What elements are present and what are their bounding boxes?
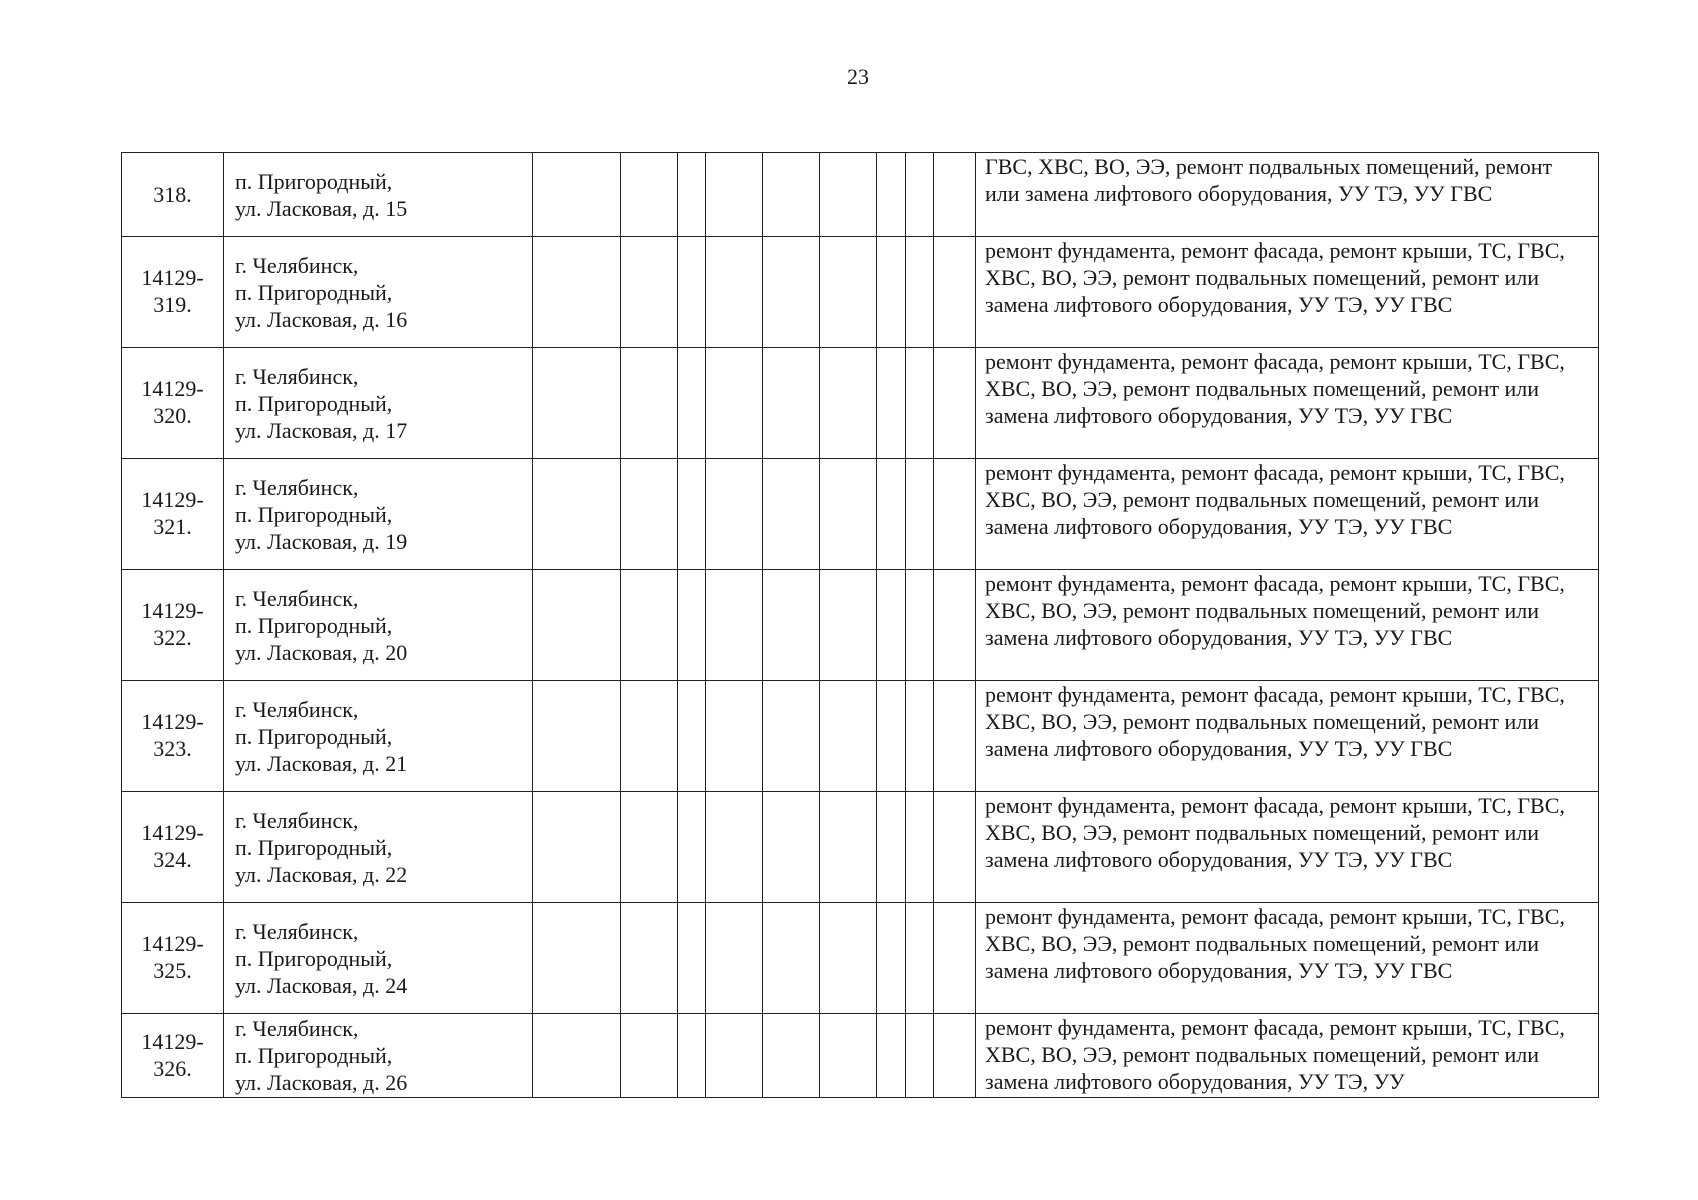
address-line: г. Челябинск, bbox=[235, 363, 359, 389]
empty-cell bbox=[763, 153, 820, 237]
address-line: п. Пригородный, bbox=[235, 612, 393, 638]
row-number-cell bbox=[122, 570, 224, 681]
works-text: ремонт фундамента, ремонт фасада, ремонт крыши, ТС, ГВС, ХВС, ВО, ЭЭ, ремонт подвальных помещений, ремонт или замена лифтового оборудования, УУ ТЭ, УУ ГВС bbox=[985, 904, 1565, 983]
empty-cell bbox=[706, 459, 763, 570]
empty-cell bbox=[877, 459, 906, 570]
empty-cell bbox=[621, 903, 678, 1014]
empty-cell bbox=[678, 903, 706, 1014]
address-cell bbox=[224, 237, 533, 348]
empty-cell bbox=[763, 792, 820, 903]
row-number: 14129- 320. bbox=[141, 376, 204, 428]
works-text: ремонт фундамента, ремонт фасада, ремонт крыши, ТС, ГВС, ХВС, ВО, ЭЭ, ремонт подвальных помещений, ремонт или замена лифтового оборудования, УУ ТЭ, УУ ГВС bbox=[985, 793, 1565, 872]
empty-cell bbox=[820, 681, 877, 792]
works-text: ГВС, ХВС, ВО, ЭЭ, ремонт подвальных помещений, ремонт или замена лифтового оборудования, УУ ТЭ, УУ ГВС bbox=[985, 154, 1553, 206]
empty-cell bbox=[678, 681, 706, 792]
address-line: п. Пригородный, bbox=[235, 390, 393, 416]
empty-cell bbox=[906, 903, 934, 1014]
empty-cell bbox=[906, 681, 934, 792]
empty-cell bbox=[934, 903, 976, 1014]
empty-cell bbox=[621, 1014, 678, 1098]
empty-cell bbox=[906, 570, 934, 681]
empty-cell bbox=[934, 153, 976, 237]
empty-cell bbox=[706, 681, 763, 792]
empty-cell bbox=[763, 1014, 820, 1098]
empty-cell bbox=[820, 570, 877, 681]
row-number-cell bbox=[122, 1014, 224, 1098]
row-number: 14129- 321. bbox=[141, 487, 204, 539]
empty-cell bbox=[877, 681, 906, 792]
works-cell bbox=[976, 681, 1599, 792]
address-line: п. Пригородный, bbox=[235, 501, 393, 527]
row-number: 14129- 324. bbox=[141, 820, 204, 872]
empty-cell bbox=[934, 1014, 976, 1098]
address-line: ул. Ласковая, д. 22 bbox=[235, 861, 408, 887]
empty-cell bbox=[820, 459, 877, 570]
row-number-cell bbox=[122, 792, 224, 903]
page-number: 23 bbox=[847, 64, 869, 89]
empty-cell bbox=[621, 570, 678, 681]
empty-cell bbox=[763, 681, 820, 792]
address-line: г. Челябинск, bbox=[235, 918, 359, 944]
empty-cell bbox=[621, 237, 678, 348]
table-row bbox=[122, 570, 1599, 681]
table-row bbox=[122, 153, 1599, 237]
empty-cell bbox=[621, 459, 678, 570]
works-text: ремонт фундамента, ремонт фасада, ремонт крыши, ТС, ГВС, ХВС, ВО, ЭЭ, ремонт подвальных помещений, ремонт или замена лифтового оборудования, УУ ТЭ, УУ ГВС bbox=[985, 238, 1565, 317]
empty-cell bbox=[533, 153, 621, 237]
empty-cell bbox=[706, 570, 763, 681]
works-cell bbox=[976, 903, 1599, 1014]
address-line: п. Пригородный, bbox=[235, 723, 393, 749]
row-number-cell bbox=[122, 681, 224, 792]
row-number-cell bbox=[122, 903, 224, 1014]
address-line: ул. Ласковая, д. 24 bbox=[235, 972, 408, 998]
address-line: ул. Ласковая, д. 16 bbox=[235, 306, 408, 332]
works-cell bbox=[976, 459, 1599, 570]
works-text: ремонт фундамента, ремонт фасада, ремонт крыши, ТС, ГВС, ХВС, ВО, ЭЭ, ремонт подвальных помещений, ремонт или замена лифтового оборудования, УУ ТЭ, УУ bbox=[985, 1015, 1565, 1094]
address-line: п. Пригородный, bbox=[235, 945, 393, 971]
address-line: г. Челябинск, bbox=[235, 1016, 359, 1041]
empty-cell bbox=[906, 1014, 934, 1098]
row-number: 14129- 326. bbox=[141, 1028, 204, 1081]
row-number-cell bbox=[122, 237, 224, 348]
empty-cell bbox=[906, 237, 934, 348]
address-line: ул. Ласковая, д. 21 bbox=[235, 750, 408, 776]
works-text: ремонт фундамента, ремонт фасада, ремонт крыши, ТС, ГВС, ХВС, ВО, ЭЭ, ремонт подвальных помещений, ремонт или замена лифтового оборудования, УУ ТЭ, УУ ГВС bbox=[985, 460, 1565, 539]
empty-cell bbox=[906, 792, 934, 903]
empty-cell bbox=[877, 570, 906, 681]
empty-cell bbox=[763, 570, 820, 681]
works-text: ремонт фундамента, ремонт фасада, ремонт крыши, ТС, ГВС, ХВС, ВО, ЭЭ, ремонт подвальных помещений, ремонт или замена лифтового оборудования, УУ ТЭ, УУ ГВС bbox=[985, 349, 1565, 428]
empty-cell bbox=[678, 348, 706, 459]
address-line: г. Челябинск, bbox=[235, 252, 359, 278]
empty-cell bbox=[533, 348, 621, 459]
address-line: ул. Ласковая, д. 20 bbox=[235, 639, 408, 665]
row-number-cell bbox=[122, 459, 224, 570]
empty-cell bbox=[621, 153, 678, 237]
empty-cell bbox=[678, 570, 706, 681]
empty-cell bbox=[934, 681, 976, 792]
works-cell bbox=[976, 792, 1599, 903]
address-line: г. Челябинск, bbox=[235, 585, 359, 611]
empty-cell bbox=[820, 237, 877, 348]
empty-cell bbox=[877, 1014, 906, 1098]
empty-cell bbox=[820, 153, 877, 237]
empty-cell bbox=[706, 237, 763, 348]
address-line: п. Пригородный, bbox=[235, 834, 393, 860]
empty-cell bbox=[820, 1014, 877, 1098]
empty-cell bbox=[621, 792, 678, 903]
empty-cell bbox=[906, 459, 934, 570]
address-cell bbox=[224, 153, 533, 237]
empty-cell bbox=[706, 903, 763, 1014]
table-row bbox=[122, 459, 1599, 570]
address-cell bbox=[224, 1014, 533, 1098]
empty-cell bbox=[763, 348, 820, 459]
empty-cell bbox=[533, 570, 621, 681]
address-line: п. Пригородный, bbox=[235, 168, 393, 194]
table-row bbox=[122, 681, 1599, 792]
works-cell bbox=[976, 1014, 1599, 1098]
address-line: п. Пригородный, bbox=[235, 279, 393, 305]
address-line: г. Челябинск, bbox=[235, 696, 359, 722]
works-cell bbox=[976, 570, 1599, 681]
works-text: ремонт фундамента, ремонт фасада, ремонт крыши, ТС, ГВС, ХВС, ВО, ЭЭ, ремонт подвальных помещений, ремонт или замена лифтового оборудования, УУ ТЭ, УУ ГВС bbox=[985, 682, 1565, 761]
address-line: п. Пригородный, bbox=[235, 1043, 393, 1068]
empty-cell bbox=[934, 237, 976, 348]
empty-cell bbox=[763, 459, 820, 570]
empty-cell bbox=[820, 348, 877, 459]
empty-cell bbox=[820, 792, 877, 903]
empty-cell bbox=[934, 570, 976, 681]
empty-cell bbox=[877, 792, 906, 903]
row-number-cell bbox=[122, 348, 224, 459]
housing-repair-table bbox=[121, 152, 1599, 1098]
row-number: 14129- 323. bbox=[141, 709, 204, 761]
works-cell bbox=[976, 153, 1599, 237]
empty-cell bbox=[678, 1014, 706, 1098]
address-line: г. Челябинск, bbox=[235, 807, 359, 833]
empty-cell bbox=[877, 348, 906, 459]
address-line: г. Челябинск, bbox=[235, 474, 359, 500]
table-row bbox=[122, 237, 1599, 348]
empty-cell bbox=[706, 792, 763, 903]
works-text: ремонт фундамента, ремонт фасада, ремонт крыши, ТС, ГВС, ХВС, ВО, ЭЭ, ремонт подвальных помещений, ремонт или замена лифтового оборудования, УУ ТЭ, УУ ГВС bbox=[985, 571, 1565, 650]
empty-cell bbox=[678, 153, 706, 237]
empty-cell bbox=[906, 153, 934, 237]
address-line: ул. Ласковая, д. 15 bbox=[235, 195, 408, 221]
empty-cell bbox=[678, 792, 706, 903]
empty-cell bbox=[820, 903, 877, 1014]
empty-cell bbox=[706, 153, 763, 237]
empty-cell bbox=[533, 903, 621, 1014]
empty-cell bbox=[934, 348, 976, 459]
row-number: 318. bbox=[153, 182, 192, 207]
empty-cell bbox=[906, 348, 934, 459]
empty-cell bbox=[621, 681, 678, 792]
works-cell bbox=[976, 348, 1599, 459]
address-cell bbox=[224, 792, 533, 903]
table-body bbox=[122, 153, 1599, 1098]
address-cell bbox=[224, 459, 533, 570]
address-line: ул. Ласковая, д. 19 bbox=[235, 528, 408, 554]
empty-cell bbox=[533, 681, 621, 792]
address-cell bbox=[224, 570, 533, 681]
table-row bbox=[122, 903, 1599, 1014]
address-line: ул. Ласковая, д. 26 bbox=[235, 1070, 408, 1095]
empty-cell bbox=[678, 237, 706, 348]
empty-cell bbox=[678, 459, 706, 570]
empty-cell bbox=[533, 237, 621, 348]
table-row bbox=[122, 348, 1599, 459]
empty-cell bbox=[533, 459, 621, 570]
address-cell bbox=[224, 903, 533, 1014]
empty-cell bbox=[877, 237, 906, 348]
address-cell bbox=[224, 681, 533, 792]
row-number-cell bbox=[122, 153, 224, 237]
address-cell bbox=[224, 348, 533, 459]
empty-cell bbox=[763, 903, 820, 1014]
empty-cell bbox=[877, 903, 906, 1014]
works-cell bbox=[976, 237, 1599, 348]
table-row bbox=[122, 792, 1599, 903]
empty-cell bbox=[533, 1014, 621, 1098]
empty-cell bbox=[877, 153, 906, 237]
table-row bbox=[122, 1014, 1599, 1098]
empty-cell bbox=[706, 348, 763, 459]
empty-cell bbox=[934, 459, 976, 570]
empty-cell bbox=[533, 792, 621, 903]
empty-cell bbox=[934, 792, 976, 903]
empty-cell bbox=[621, 348, 678, 459]
row-number: 14129- 319. bbox=[141, 265, 204, 317]
row-number: 14129- 325. bbox=[141, 931, 204, 983]
address-line: ул. Ласковая, д. 17 bbox=[235, 417, 408, 443]
empty-cell bbox=[763, 237, 820, 348]
row-number: 14129- 322. bbox=[141, 598, 204, 650]
empty-cell bbox=[706, 1014, 763, 1098]
